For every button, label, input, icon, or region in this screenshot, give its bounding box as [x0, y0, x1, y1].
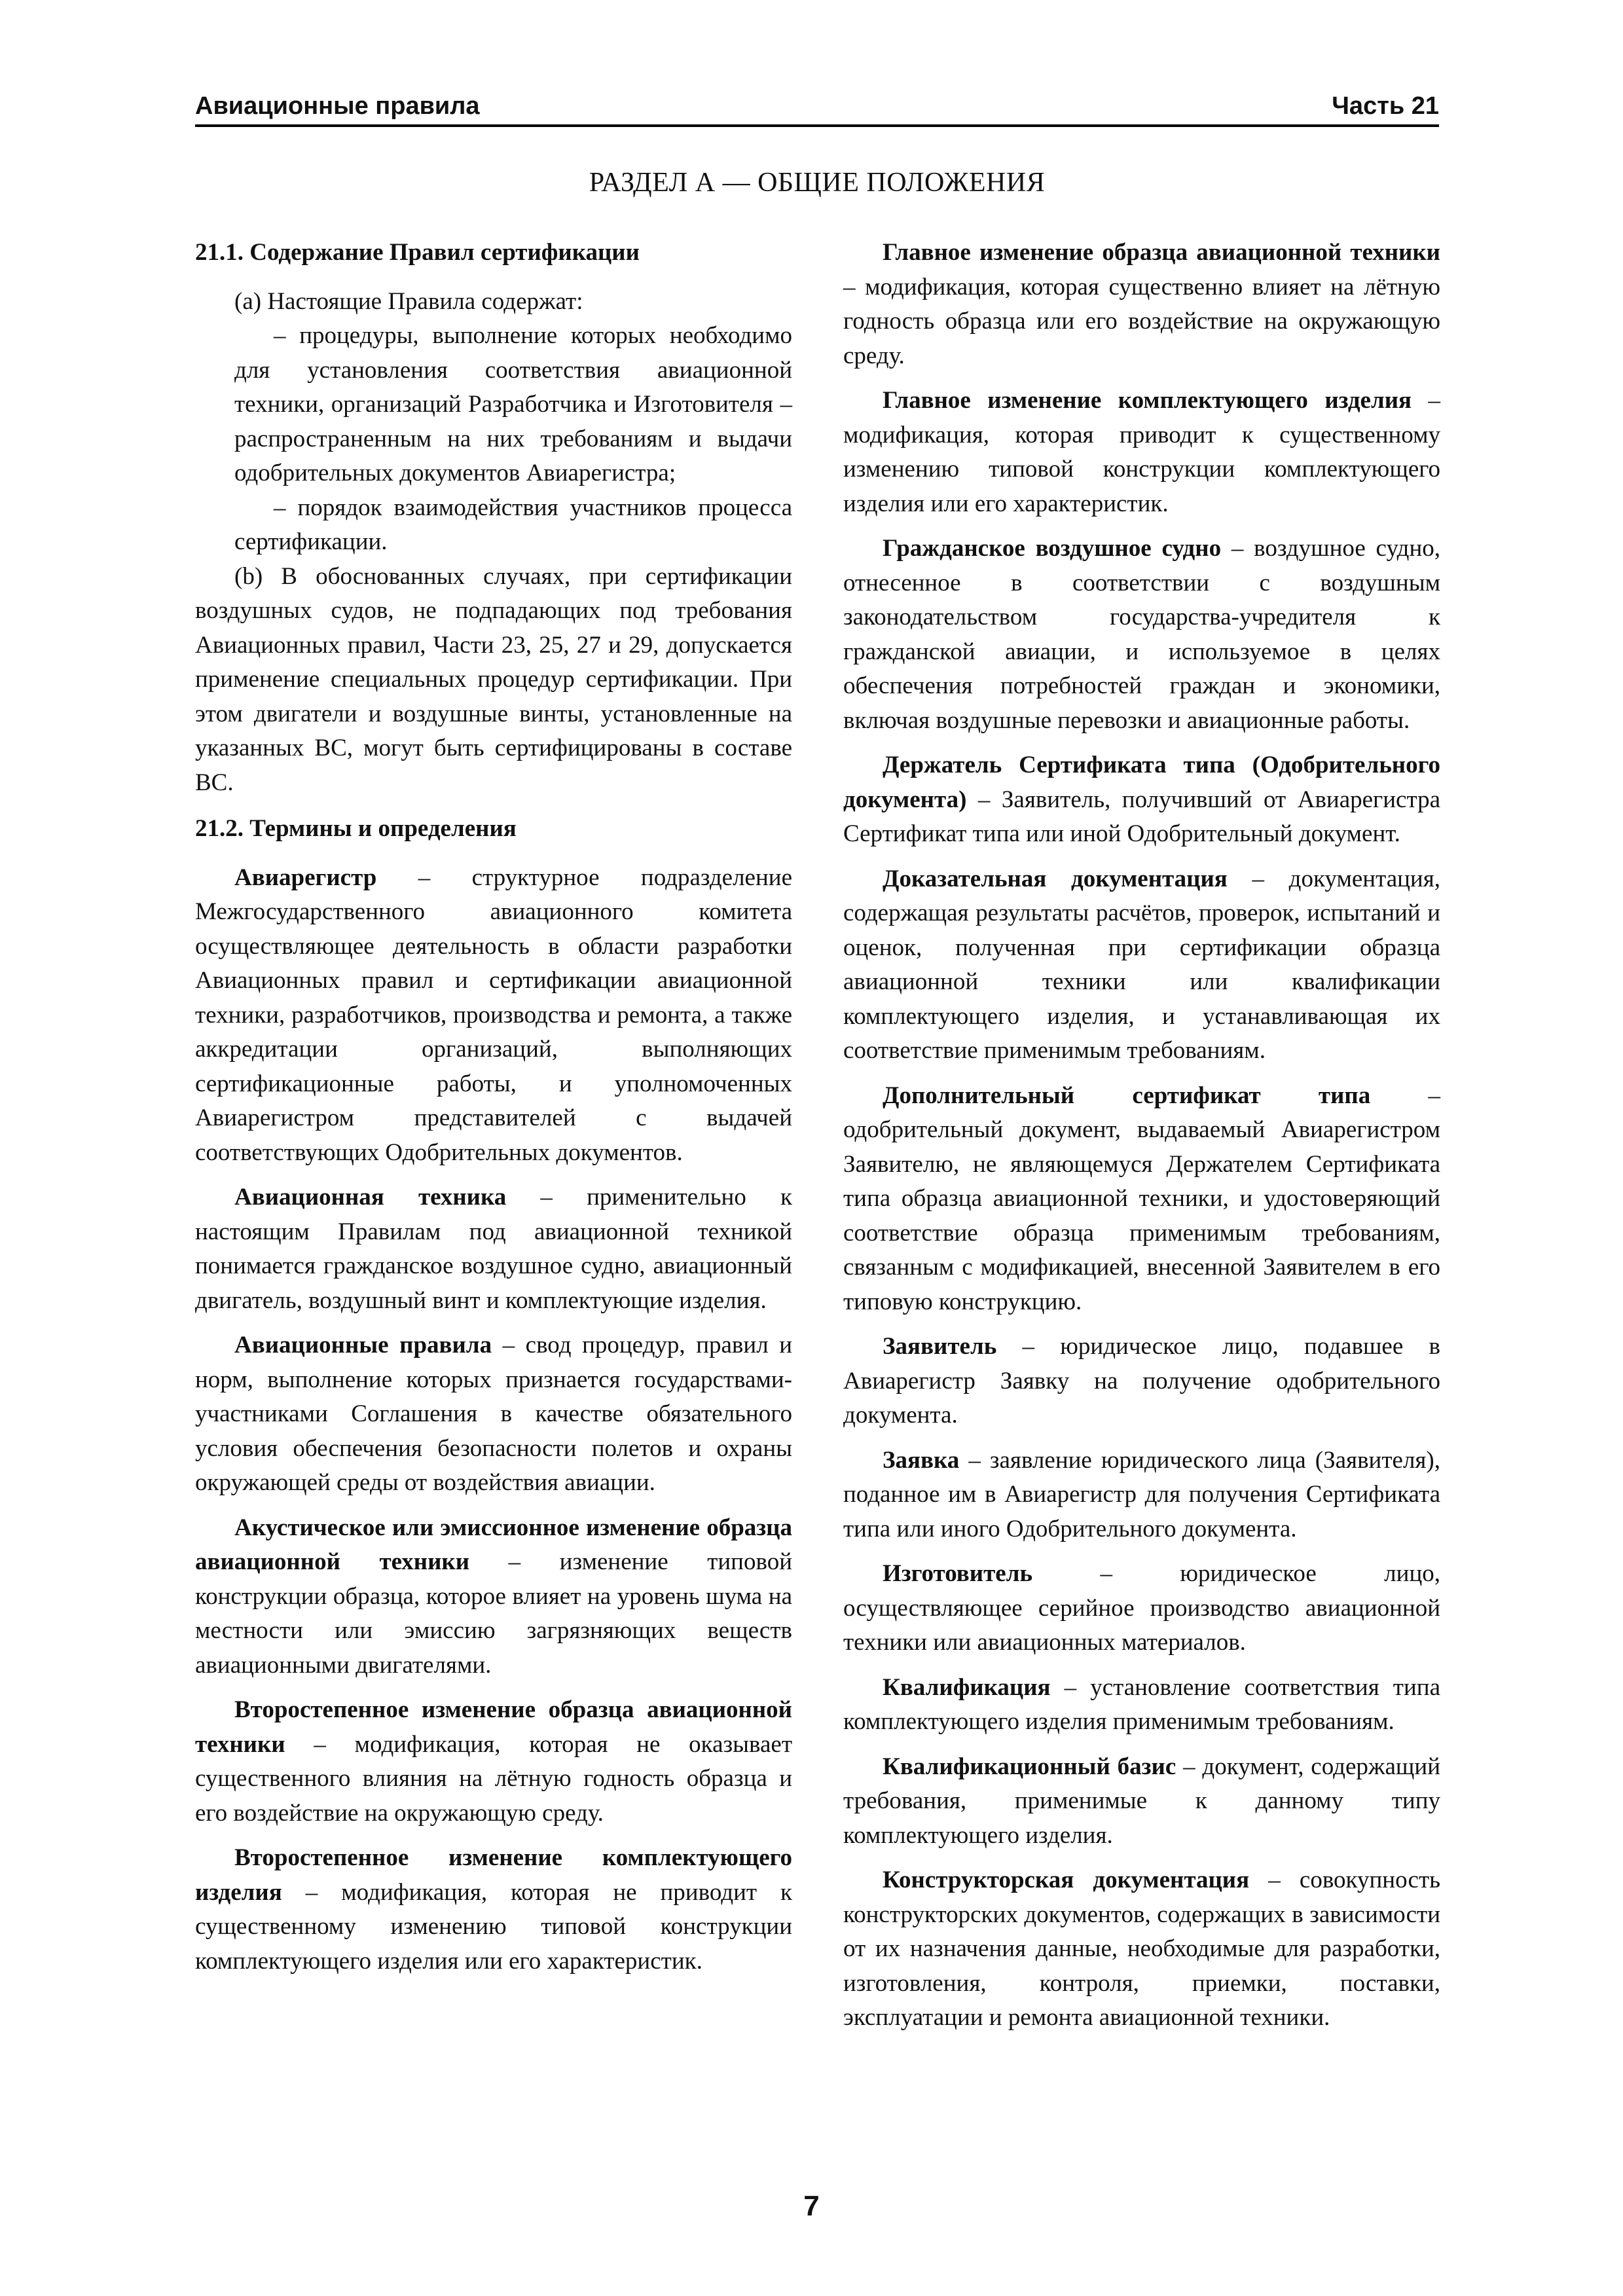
definition-term: Дополнительный сертификат типа: [883, 1082, 1371, 1109]
definition-text: – применительно к настоящим Правилам под авиационной техникой понимается гражданское воздушное судно, авиационный двигатель, воздушный винт и комплектующие изделия.: [195, 1184, 792, 1314]
definition-text: – документ, содержащий требования, применимые к данному типу комплектующего изделия.: [843, 1753, 1440, 1849]
definition-term: Авиарегистр: [234, 864, 377, 891]
definition: [195, 1511, 792, 1683]
definition-term: Авиационная техника: [234, 1184, 507, 1211]
definition-term: Квалификационный базис: [883, 1753, 1176, 1780]
header-title: Авиационные правила: [195, 92, 480, 120]
section-title: РАЗДЕЛ А — ОБЩИЕ ПОЛОЖЕНИЯ: [589, 168, 1046, 198]
definition-text: – структурное подразделение Межгосударственного авиационного комитета осуществляющее деятельность в области разработки Авиационных правил и сертификации авиационной техники, разработчиков, производства и ремонта, а также аккредитации организаций, выполняющих сертификационные работы, и уполномоченных Авиарегистром представителей с выдачей соответствующих Одобрительных документов.: [195, 864, 792, 1166]
left-column: [195, 236, 792, 1989]
definition-text: – одобрительный документ, выдаваемый Авиарегистром Заявителю, не являющемуся Держателем Сертификата типа образца авиационной техники, и удостоверяющий соответствие образца применимым требованиям, связанным с модификацией, внесенной Заявителем в его типовую конструкцию.: [843, 1082, 1440, 1315]
definition-text: – модификация, которая не приводит к существенному изменению типовой конструкции комплектующего изделия или его характеристик.: [195, 1878, 792, 1975]
definition-term: Второстепенное изменение комплектующего изделия: [195, 1844, 792, 1906]
definition-text: – модификация, которая не оказывает существенного влияния на лётную годность образца и его воздействие на окружающую среду.: [195, 1730, 792, 1827]
definition-term: Второстепенное изменение образца авиационной техники: [195, 1696, 792, 1758]
definition-text: – документация, содержащая результаты расчётов, проверок, испытаний и оценок, полученная при сертификации образца авиационной техники или квалификации комплектующего изделия, и устанавливающая их соответствие применимым требованиям.: [843, 865, 1440, 1064]
clause-a-item-2: – порядок взаимодействия участников процесса сертификации.: [234, 494, 792, 555]
definition-text: – юридическое лицо, осуществляющее серийное производство авиационной техники или авиационных материалов.: [843, 1560, 1440, 1656]
definition: [195, 1693, 792, 1831]
definition-text: – изменение типовой конструкции образца, которое влияет на уровень шума на местности или эмиссию загрязняющих веществ авиационными двигателями.: [195, 1548, 792, 1679]
definition-term: Держатель Сертификата типа (Одобрительного документа): [843, 752, 1440, 813]
definition-text: – модификация, которая приводит к существенному изменению типовой конструкции комплектующего изделия или его характеристик.: [843, 387, 1440, 517]
right-column: [843, 236, 1440, 2046]
definition: [843, 1557, 1440, 1660]
definition-text: – совокупность конструкторских документов, содержащих в зависимости от их назначения данные, необходимые для разработки, изготовления, контроля, приемки, поставки, эксплуатации и ремонта авиационной техники.: [843, 1867, 1440, 2031]
definition-text: – модификация, которая существенно влияет на лётную годность образца или его воздействие на окружающую среду.: [843, 273, 1440, 369]
definition: [843, 1444, 1440, 1547]
definition: [843, 1863, 1440, 2035]
definition: [195, 1328, 792, 1501]
definition-text: – воздушное судно, отнесенное в соответствии с воздушным законодательством государства-учредителя к гражданской авиации, и используемое в целях обеспечения потребностей граждан и экономики, включая воздушные перевозки и авиационные работы.: [843, 535, 1441, 734]
definition-text: – Заявитель, получивший от Авиарегистра Сертификат типа или иной Одобрительный документ.: [843, 786, 1440, 847]
definition: [195, 861, 792, 1171]
definition-term: Главное изменение комплектующего изделия: [883, 387, 1412, 414]
definition: [843, 1750, 1440, 1853]
definition-term: Заявка: [883, 1446, 960, 1474]
clause-a-intro: (a) Настоящие Правила содержат:: [234, 287, 583, 315]
definition-term: Конструкторская документация: [883, 1867, 1250, 1893]
clause-a-item-1: – процедуры, выполнение которых необходимо для установления соответствия авиационной техники, организаций Разработчика и Изготовителя – распространенным на них требованиям и выдачи одобрительных документов Авиарегистра;: [234, 322, 792, 486]
definition-text: – юридическое лицо, подавшее в Авиарегистр Заявку на получение одобрительного документа.: [843, 1333, 1440, 1429]
definition-term: Доказательная документация: [883, 865, 1228, 892]
definition: [843, 384, 1440, 521]
definition-term: Главное изменение образца авиационной техники: [883, 239, 1440, 266]
header-part: Часть 21: [1332, 92, 1439, 120]
heading-21-2: 21.2. Термины и определения: [195, 815, 517, 842]
definition: [843, 1330, 1440, 1433]
definition: [843, 862, 1440, 1068]
definition-term: Авиационные правила: [234, 1332, 492, 1358]
definition: [843, 1671, 1440, 1740]
clause-b: (b) В обоснованных случаях, при сертификации воздушных судов, не подпадающих под требования Авиационных правил, Части 23, 25, 27 и 29, допускается применение специальных процедур сертификации. При этом двигатели и воздушные винты, установленные на указанных ВС, могут быть сертифицированы в составе ВС.: [195, 562, 792, 796]
definition: [843, 1079, 1440, 1320]
definition: [843, 748, 1440, 852]
definition-text: – свод процедур, правил и норм, выполнение которых признается государствами-участниками Соглашения в качестве обязательного условия обеспечения безопасности полетов и охраны окружающей среды от воздействия авиации.: [195, 1332, 792, 1496]
page-number: 7: [803, 2190, 820, 2222]
definition-term: Гражданское воздушное судно: [883, 535, 1222, 562]
definition: [195, 1180, 792, 1318]
definition: [843, 236, 1440, 373]
running-header: [195, 92, 1439, 127]
definition-term: Акустическое или эмиссионное изменение образца авиационной техники: [195, 1514, 792, 1575]
definition: [843, 532, 1440, 738]
definition-term: Изготовитель: [883, 1560, 1033, 1587]
definition-term: Квалификация: [883, 1673, 1051, 1701]
heading-21-1: 21.1. Содержание Правил сертификации: [195, 239, 640, 266]
definition-text: – заявление юридического лица (Заявителя), поданное им в Авиарегистр для получения Сертификата типа или иного Одобрительного документа.: [843, 1446, 1440, 1542]
definition-text: – установление соответствия типа комплектующего изделия применимым требованиям.: [843, 1673, 1440, 1735]
definition-term: Заявитель: [883, 1333, 997, 1360]
definition: [195, 1841, 792, 1978]
